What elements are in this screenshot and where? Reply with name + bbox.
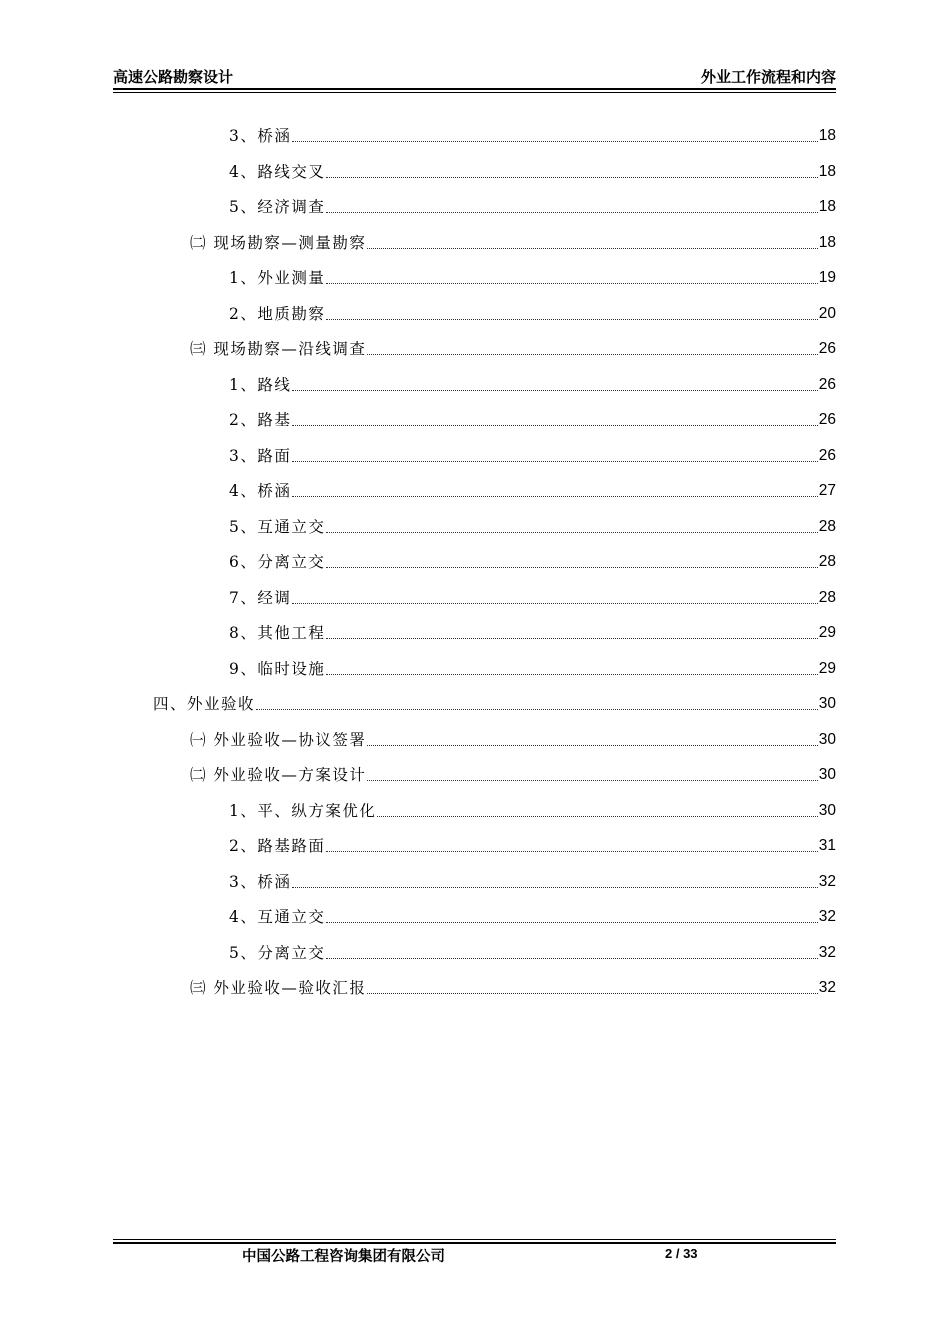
toc-entry-page: 32 [818, 908, 836, 925]
toc-entry-label: 2、路基 [229, 411, 292, 429]
toc-entry[interactable] [190, 976, 836, 1000]
toc-entry[interactable] [229, 444, 836, 468]
header-section-title: 外业工作流程和内容 [700, 68, 836, 86]
toc-entry-page: 18 [818, 198, 836, 215]
toc-entry[interactable] [190, 763, 836, 787]
toc-leader-dots [326, 318, 817, 320]
toc-leader-dots [326, 211, 817, 213]
toc-entry-page: 28 [818, 588, 836, 606]
toc-leader-dots [292, 460, 817, 462]
footer-divider [113, 1242, 836, 1244]
toc-entry-page: 30 [818, 766, 836, 783]
toc-entry-label: 1、平、纵方案优化 [229, 801, 377, 820]
toc-entry[interactable] [229, 941, 836, 965]
toc-entry-page: 18 [818, 127, 836, 144]
toc-entry-page: 31 [818, 837, 836, 854]
toc-entry[interactable] [229, 870, 836, 894]
toc-entry[interactable] [229, 479, 836, 503]
toc-entry-page: 19 [818, 269, 836, 286]
toc-leader-dots [326, 957, 817, 959]
toc-entry[interactable] [229, 160, 836, 184]
toc-leader-dots [326, 850, 817, 852]
toc-leader-dots [292, 424, 817, 426]
toc-entry-label: 5、经济调查 [229, 198, 326, 216]
toc-entry-page: 26 [818, 375, 836, 393]
toc-entry-label: 9、临时设施 [229, 659, 326, 678]
toc-entry-label: 3、桥涵 [229, 127, 292, 145]
toc-leader-dots [326, 531, 817, 533]
toc-leader-dots [367, 744, 817, 746]
toc-entry-label: ㈢ 现场勘察—沿线调查 [190, 340, 367, 358]
toc-leader-dots [326, 282, 817, 284]
toc-entry-page: 26 [818, 340, 836, 357]
toc-entry[interactable] [229, 373, 836, 397]
toc-entry[interactable] [229, 905, 836, 929]
toc-entry-label: 四、外业验收 [153, 695, 256, 713]
toc-entry-label: 3、桥涵 [229, 872, 292, 891]
toc-leader-dots [256, 708, 818, 710]
toc-entry-page: 18 [818, 233, 836, 251]
toc-entry-page: 26 [818, 446, 836, 464]
toc-entry-label: 2、地质勘察 [229, 304, 326, 323]
toc-entry-page: 18 [818, 162, 836, 180]
toc-entry-page: 27 [818, 482, 836, 499]
toc-entry[interactable] [229, 799, 836, 823]
toc-entry-label: 5、分离立交 [229, 943, 326, 962]
toc-entry[interactable] [229, 621, 836, 645]
toc-entry[interactable] [229, 408, 836, 432]
toc-entry[interactable] [190, 231, 836, 255]
toc-entry[interactable] [229, 302, 836, 326]
toc-entry[interactable] [229, 195, 836, 219]
toc-entry-page: 32 [818, 872, 836, 890]
toc-leader-dots [326, 566, 817, 568]
header-divider [113, 88, 836, 90]
toc-leader-dots [367, 779, 817, 781]
toc-leader-dots [292, 140, 817, 142]
toc-entry-label: 4、互通立交 [229, 908, 326, 926]
toc-entry[interactable] [190, 728, 836, 752]
toc-leader-dots [326, 921, 817, 923]
toc-entry-page: 20 [818, 304, 836, 322]
toc-entry-page: 28 [818, 553, 836, 570]
toc-leader-dots [367, 992, 817, 994]
toc-entry[interactable] [229, 515, 836, 539]
toc-entry-label: 1、外业测量 [229, 269, 326, 287]
toc-entry-label: 3、路面 [229, 446, 292, 465]
toc-entry-page: 29 [818, 624, 836, 641]
toc-entry-label: 7、经调 [229, 588, 292, 607]
toc-entry-label: 4、桥涵 [229, 482, 292, 500]
toc-leader-dots [367, 247, 817, 249]
footer-page-number: 2 / 33 [665, 1246, 698, 1261]
toc-entry-label: 8、其他工程 [229, 624, 326, 642]
toc-leader-dots [377, 815, 817, 817]
toc-leader-dots [292, 389, 817, 391]
toc-entry[interactable] [153, 692, 836, 716]
toc-entry-page: 26 [818, 411, 836, 428]
header-document-title: 高速公路勘察设计 [113, 68, 234, 86]
toc-entry[interactable] [229, 124, 836, 148]
footer-company-name: 中国公路工程咨询集团有限公司 [242, 1249, 445, 1265]
toc-entry-label: 5、互通立交 [229, 517, 326, 536]
toc-entry-page: 30 [818, 801, 836, 819]
toc-entry-label: 1、路线 [229, 375, 292, 394]
toc-leader-dots [326, 176, 817, 178]
toc-entry[interactable] [229, 586, 836, 610]
toc-entry[interactable] [229, 657, 836, 681]
toc-entry-page: 28 [818, 517, 836, 535]
toc-entry[interactable] [229, 834, 836, 858]
toc-entry-label: ㈡ 外业验收—方案设计 [190, 766, 367, 784]
toc-entry-label: 6、分离立交 [229, 553, 326, 571]
toc-entry-label: 4、路线交叉 [229, 162, 326, 181]
toc-leader-dots [326, 637, 817, 639]
header-divider-thin [113, 92, 836, 93]
toc-entry-label: ㈢ 外业验收—验收汇报 [190, 979, 367, 997]
toc-entry-page: 30 [818, 695, 836, 712]
toc-leader-dots [326, 673, 817, 675]
toc-entry-page: 32 [818, 943, 836, 961]
toc-entry-page: 29 [818, 659, 836, 677]
toc-entry-label: 2、路基路面 [229, 837, 326, 855]
toc-entry-label: ㈡ 现场勘察—测量勘察 [190, 233, 367, 252]
page-header [113, 66, 836, 88]
toc-entry-label: ㈠ 外业验收—协议签署 [190, 730, 367, 749]
toc-leader-dots [292, 602, 817, 604]
toc-entry-page: 32 [818, 979, 836, 996]
toc-leader-dots [367, 353, 817, 355]
toc-entry[interactable] [190, 337, 836, 361]
toc-entry[interactable] [229, 550, 836, 574]
toc-entry[interactable] [229, 266, 836, 290]
toc-leader-dots [292, 495, 817, 497]
footer-divider-thin [113, 1239, 836, 1240]
toc-leader-dots [292, 886, 817, 888]
toc-entry-page: 30 [818, 730, 836, 748]
